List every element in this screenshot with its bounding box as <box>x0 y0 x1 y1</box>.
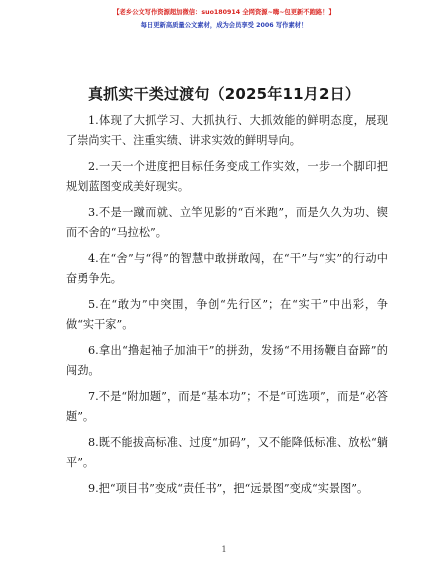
paragraph-4: 4.在“舍”与“得”的智慧中敢拼敢闯，在“干”与“实”的行动中奋勇争先。 <box>66 252 388 285</box>
promo-banner <box>0 8 448 31</box>
paragraph-8: 8.既不能拔高标准、过度“加码”，又不能降低标准、放松“躺平”。 <box>66 436 388 469</box>
paragraph-9: 9.把“项目书”变成“责任书”，把“远景图”变成“实景图”。 <box>88 482 369 495</box>
paragraph-1: 1.体现了大抓学习、大抓执行、大抓效能的鲜明态度，展现了崇尚实干、注重实绩、讲求实效的鲜明导向。 <box>66 114 388 147</box>
document-body <box>66 111 388 506</box>
promo-line-blue: 每日更新高质量公文素材，成为会员享受 2006 写作素材！ <box>140 22 308 29</box>
paragraph-2: 2.一天一个进度把目标任务变成工作实效，一步一个脚印把规划蓝图变成美好现实。 <box>66 160 388 193</box>
page-number: 1 <box>221 545 227 554</box>
document-title: 真抓实干类过渡句（2025年11月2日） <box>87 85 361 103</box>
promo-line-red: 【老乡公文写作资源超加微信：suo180914 全网资源~嗨~包更新不跑路！】 <box>113 9 335 16</box>
paragraph-7: 7.不是“附加题”，而是“基本功”；不是“可选项”，而是“必答题”。 <box>66 390 388 423</box>
paragraph-6: 6.拿出“撸起袖子加油干”的拼劲，发扬“不用扬鞭自奋蹄”的闯劲。 <box>66 344 388 377</box>
paragraph-5: 5.在“敢为”中突围，争创“先行区”；在“实干”中出彩，争做“实干家”。 <box>66 298 388 331</box>
paragraph-3: 3.不是一蹴而就、立竿见影的“百米跑”，而是久久为功、锲而不舍的“马拉松”。 <box>66 206 388 239</box>
